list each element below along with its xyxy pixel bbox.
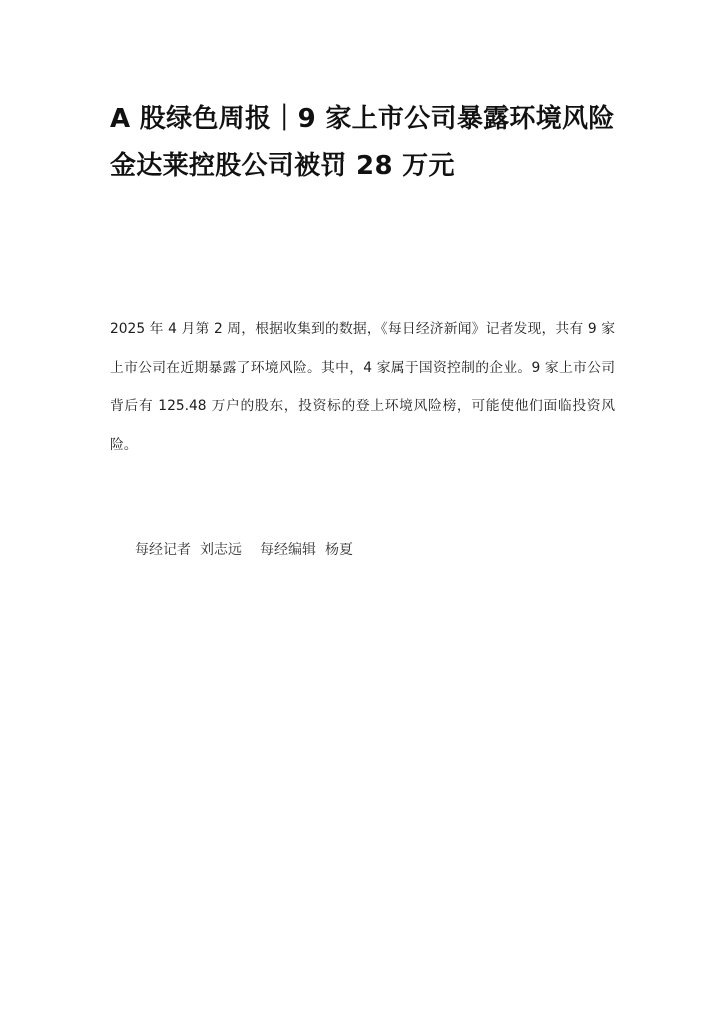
article-credits [135, 538, 353, 562]
editor-label: 每经编辑 [260, 542, 316, 558]
reporter-label: 每经记者 [135, 542, 191, 558]
editor-name: 杨夏 [325, 542, 353, 558]
article-title: A 股绿色周报｜9 家上市公司暴露环境风险 金达莱控股公司被罚 28 万元 [110, 104, 615, 181]
article-lead-paragraph: 2025 年 4 月第 2 周，根据收集到的数据，《每日经济新闻》记者发现，共有 9 家上市公司在近期暴露了环境风险。其中，4 家属于国资控制的企业。9 家上市公司背后有 125.48 万户的股东，投资标的登上环境风险榜，可能使他们面临投资风险。 [110, 321, 615, 453]
reporter-name: 刘志远 [200, 542, 242, 558]
